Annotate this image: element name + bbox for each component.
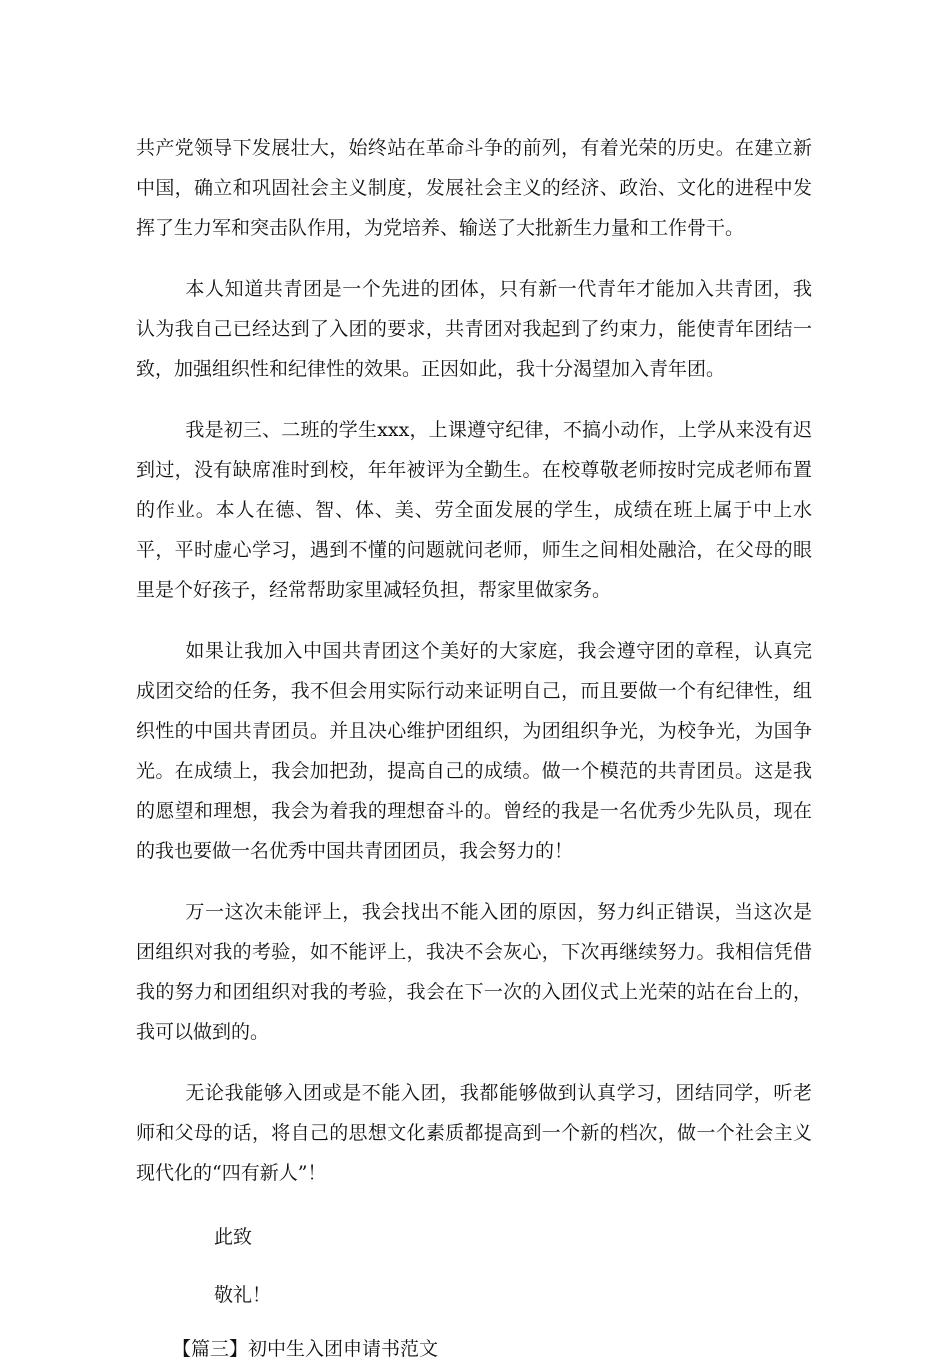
paragraph-if-rejected: 万一这次未能评上，我会找出不能入团的原因，努力纠正错误，当这次是团组织对我的考验，如不能评上，我决不会灰心，下次再继续努力。我相信凭借我的努力和团组织对我的考验，我会在下一次的入团仪式上光荣的站在台上的，我可以做到的。	[136, 901, 812, 1043]
paragraph-commitment: 如果让我加入中国共青团这个美好的大家庭，我会遵守团的章程，认真完成团交给的任务，我不但会用实际行动来证明自己，而且要做一个有纪律性，组织性的中国共青团员。并且决心维护团组织，为团组织争光，为校争光，为国争光。在成绩上，我会加把劲，提高自己的成绩。做一个模范的共青团员。这是我的愿望和理想，我会为着我的理想奋斗的。曾经的我是一名优秀少先队员，现在的我也要做一名优秀中国共青团团员，我会努力的！	[136, 640, 812, 862]
paragraph-self-introduction: 我是初三、二班的学生xxx，上课遵守纪律，不搞小动作，上学从来没有迟到过，没有缺席准时到校，年年被评为全勤生。在校尊敬老师按时完成老师布置的作业。本人在德、智、体、美、劳全面发展的学生，成绩在班上属于中上水平，平时虚心学习，遇到不懂的问题就问老师，师生之间相处融洽，在父母的眼里是个好孩子，经常帮助家里减轻负担，帮家里做家务。	[136, 419, 812, 601]
closing-regards: 敬礼！	[214, 1284, 272, 1306]
closing-salutation: 此致	[214, 1226, 253, 1248]
next-section-title: 【篇三】初中生入团申请书范文	[172, 1338, 439, 1360]
paragraph-understanding: 本人知道共青团是一个先进的团体，只有新一代青年才能加入共青团，我认为我自己已经达到了入团的要求，共青团对我起到了约束力，能使青年团结一致，加强组织性和纪律性的效果。正因如此，我十分渴望加入青年团。	[136, 278, 812, 380]
paragraph-history: 共产党领导下发展壮大，始终站在革命斗争的前列，有着光荣的历史。在建立新中国，确立和巩固社会主义制度，发展社会主义的经济、政治、文化的进程中发挥了生力军和突击队作用，为党培养、输送了大批新生力量和工作骨干。	[136, 137, 812, 239]
paragraph-conclusion: 无论我能够入团或是不能入团，我都能够做到认真学习，团结同学，听老师和父母的话，将自己的思想文化素质都提高到一个新的档次，做一个社会主义现代化的“四有新人”！	[136, 1082, 812, 1184]
letter-body	[136, 128, 812, 1369]
